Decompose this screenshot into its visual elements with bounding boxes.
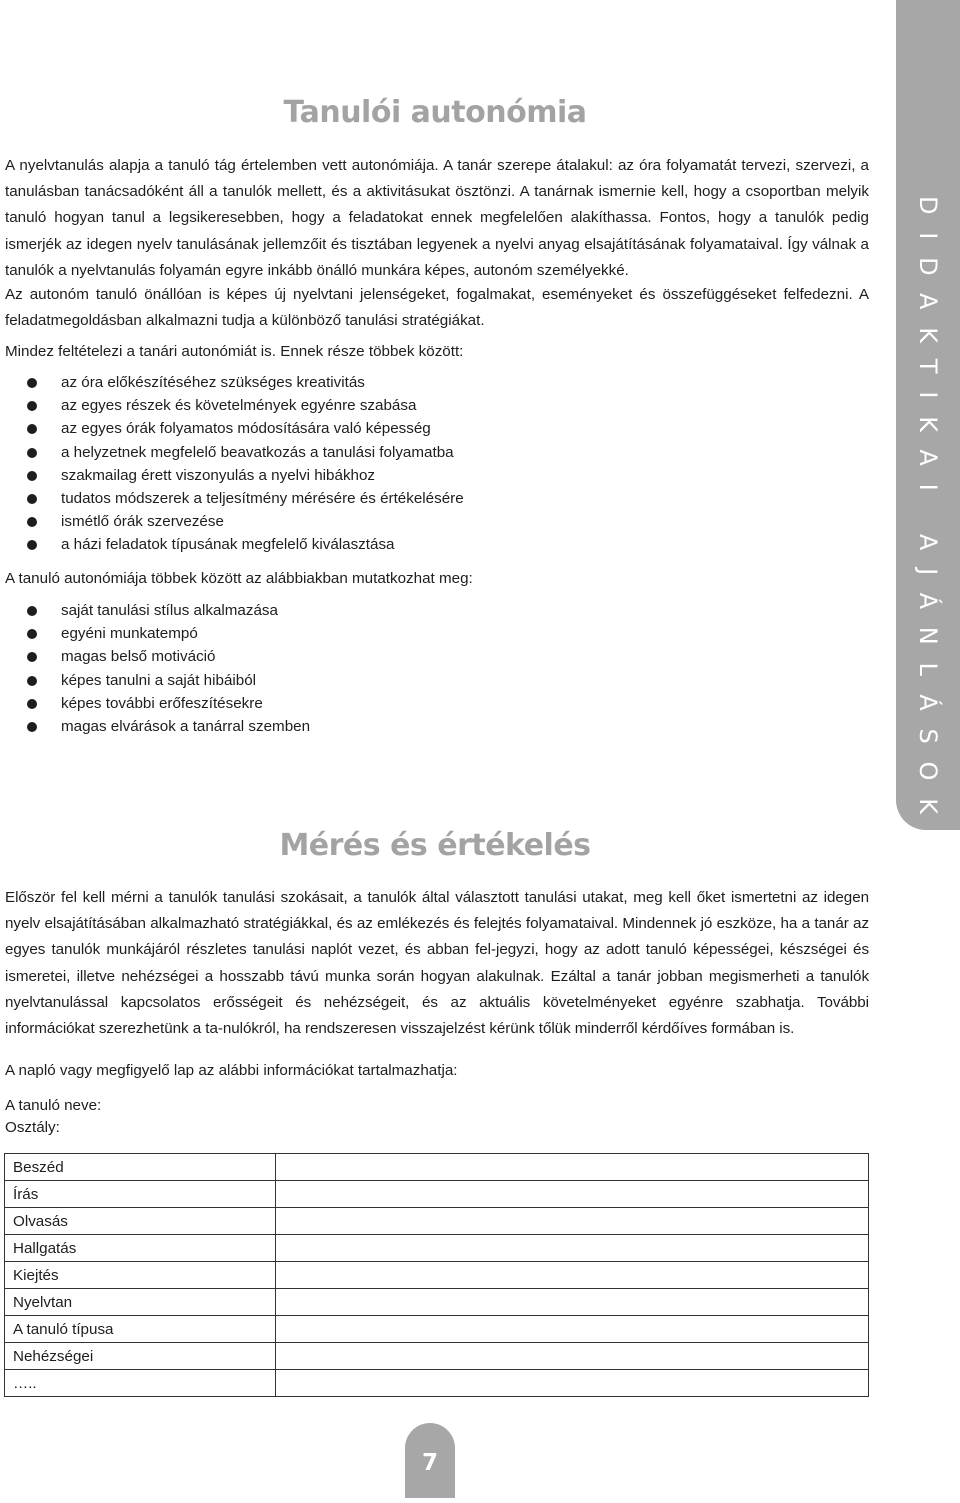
table-row-label: A tanuló típusa [5,1316,276,1343]
paragraph-learner-autonomy: A tanuló autonómiája többek között az alábbiakban mutatkozhat meg: [5,570,473,587]
paragraph-journal: A napló vagy megfigyelő lap az alábbi információkat tartalmazhatja: [5,1062,458,1079]
bullet-icon [27,494,37,504]
table-row [5,1316,869,1343]
list-item [27,599,310,622]
list-item-text: szakmailag érett viszonyulás a nyelvi hibákhoz [61,466,376,484]
table-row [5,1235,869,1262]
bullet-icon [27,540,37,550]
list-item [27,692,310,715]
sidebar-label: DIDAKTIKAI AJÁNLÁSOK [914,196,942,832]
paragraph-autonomous-learner: Az autonóm tanuló önállóan is képes új nyelvtani jelenségeket, fogalmakat, eseményeket és összefüggéseket felfedezni. A feladatmegoldásban alkalmazni tudja a különböző tanulási stratégiákat. [5,286,869,330]
list-item [27,645,310,668]
table-row [5,1181,869,1208]
table-row [5,1370,869,1397]
table-row-value[interactable] [276,1181,869,1208]
bullet-icon [27,401,37,411]
list-item [27,394,464,417]
list-item-text: egyéni munkatempó [61,625,198,643]
table-row-value[interactable] [276,1154,869,1181]
list-item-text: magas belső motiváció [61,648,216,666]
bullet-icon [27,606,37,616]
table-row [5,1343,869,1370]
list-item [27,371,464,394]
table-row [5,1289,869,1316]
bullet-icon [27,471,37,481]
table-row-value[interactable] [276,1235,869,1262]
list-item-text: saját tanulási stílus alkalmazása [61,602,278,619]
table-row-value[interactable] [276,1343,869,1370]
table-row-label: ….. [5,1370,276,1397]
list-item-text: az óra előkészítéséhez szükséges kreativitás [61,374,365,391]
bullet-icon [27,517,37,527]
bullet-icon [27,676,37,686]
table-row-label: Írás [5,1181,276,1208]
table-row-label: Beszéd [5,1154,276,1181]
table-row-label: Olvasás [5,1208,276,1235]
list-item-text: a házi feladatok típusának megfelelő kiválasztása [61,536,395,554]
table-row [5,1154,869,1181]
list-item-text: magas elvárások a tanárral szemben [61,717,311,735]
bullet-icon [27,652,37,662]
list-item-text: ismétlő órák szervezése [61,513,224,531]
list-item [27,715,310,738]
bullet-icon [27,424,37,434]
paragraph-intro: A nyelvtanulás alapja a tanuló tág értelemben vett autonómiája. A tanár szerepe átalakul: az óra folyamatát tervezi, szervezi, a tanulásban tanácsadóként áll a tanulók mellett, és a aktivitásukat ösztönzi. A tanárnak ismernie kell, hogy a csoportban melyik tanuló hogyan tanul a legsikeresebben, hogy a feladatokat ennek megfelelően alakíthassa. Fontos, hogy a tanulók pedig ismerjék az idegen nyelv tanulásának jellemzőit és tisztában legyenek a nyelvi anyag elsajátításának folyamataival. Így válnak a tanulók a nyelvtanulás folyamán egyre inkább önálló munkára képes, autonóm személyekké. [5,157,869,279]
bullet-icon [27,722,37,732]
page-number: 7 [405,1423,455,1498]
bullet-icon [27,629,37,639]
table-row-label: Kiejtés [5,1262,276,1289]
list-item [27,533,464,556]
list-item-text: az egyes órák folyamatos módosítására való képesség [61,420,431,438]
table-row-label: Hallgatás [5,1235,276,1262]
bullet-icon [27,448,37,458]
table-row-label: Nehézségei [5,1343,276,1370]
table-row-value[interactable] [276,1289,869,1316]
bullet-icon [27,378,37,388]
table-row-value[interactable] [276,1316,869,1343]
table-row [5,1208,869,1235]
paragraph-assessment: Először fel kell mérni a tanulók tanulási szokásait, a tanulók által választott tanulási utakat, meg kell őket ismertetni az idegen nyelv elsajátításában alkalmazható stratégiákkal, és az emlékezés és felejtés folyamataival. Mindennek jó eszköze, ha a tanár az egyes tanulók munkájáról részletes tanulási naplót vezet, és abban fel-jegyzi, hogy az adott tanuló képességei, készségei és ismeretei, illetve nehézségei a hosszabb távú munka során hogyan alakulnak. Ezáltal a tanár jobban megismerheti a tanulók nyelvtanulással kapcsolatos erősségeit és nehézségeit, és az aktuális követelményeket egyénre szabhatja. További információkat szerezhetünk a ta-nulókról, ha rendszeresen visszajelzést kérünk tőlük minderről kérdőíves formában is. [5,889,869,1038]
bullet-icon [27,699,37,709]
teacher-autonomy-list [27,371,464,557]
table-row-value[interactable] [276,1262,869,1289]
list-item [27,487,464,510]
class-label: Osztály: [5,1119,60,1136]
student-name-label: A tanuló neve: [5,1097,102,1114]
list-item [27,669,310,692]
table-row [5,1262,869,1289]
list-item-text: képes további erőfeszítésekre [61,694,263,712]
list-item [27,417,464,440]
paragraph-teacher-autonomy: Mindez feltételezi a tanári autonómiát is. Ennek része többek között: [5,343,464,360]
list-item-text: a helyzetnek megfelelő beavatkozás a tanulási folyamatba [61,443,454,461]
observation-table [4,1153,869,1397]
list-item [27,441,464,464]
section-title-autonomy: Tanulói autonómia [283,95,587,130]
list-item [27,464,464,487]
list-item [27,510,464,533]
list-item [27,622,310,645]
list-item-text: képes tanulni a saját hibáiból [61,671,257,689]
table-row-label: Nyelvtan [5,1289,276,1316]
learner-autonomy-list [27,599,310,738]
list-item-text: tudatos módszerek a teljesítmény mérésére és értékelésére [61,489,464,507]
list-item-text: az egyes részek és követelmények egyénre szabása [61,397,417,415]
section-title-assessment: Mérés és értékelés [279,828,591,863]
table-row-value[interactable] [276,1370,869,1397]
table-row-value[interactable] [276,1208,869,1235]
